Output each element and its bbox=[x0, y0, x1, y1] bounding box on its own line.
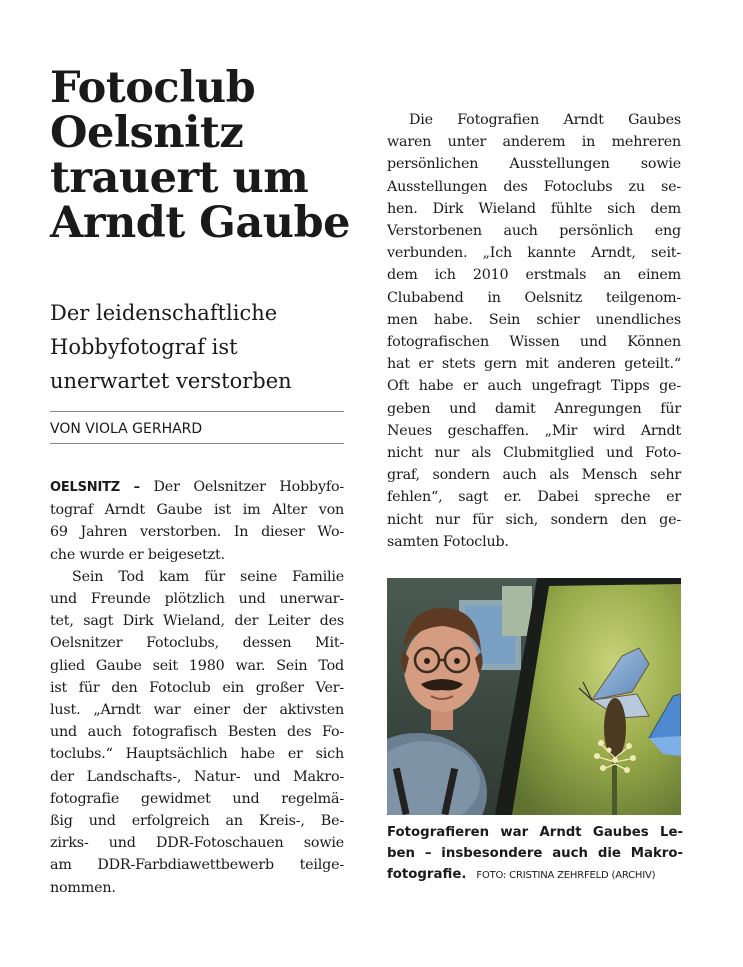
headline-line: Oelsnitz bbox=[50, 108, 244, 158]
text-line: Neues geschaffen. „Mir wird Arndt bbox=[387, 422, 681, 439]
headline bbox=[50, 63, 350, 248]
text-line: fotografischen Wissen und Können bbox=[387, 334, 681, 351]
text-fragment: Der Oelsnitzer Hobbyfo- bbox=[153, 479, 344, 495]
photo-caption bbox=[387, 822, 683, 886]
text-line: Verstorbenen auch persönlich eng bbox=[387, 223, 681, 240]
caption-line: ben – insbesondere auch die Makro- bbox=[387, 846, 683, 861]
text-line: zirks- und DDR-Fotoschauen sowie bbox=[50, 835, 344, 852]
text-line: Clubabend in Oelsnitz teilgenom- bbox=[387, 289, 681, 306]
headline-line: Fotoclub bbox=[50, 63, 256, 113]
caption-line: Fotografieren war Arndt Gaubes Le- bbox=[387, 825, 683, 840]
text-line: und auch fotografisch Besten des Fo- bbox=[50, 724, 344, 741]
text-line: che wurde er beigesetzt. bbox=[50, 546, 225, 563]
article-photo bbox=[387, 578, 681, 815]
text-line: nicht nur als Clubmitglied und Foto- bbox=[387, 445, 681, 462]
byline: VON VIOLA GERHARD bbox=[50, 421, 203, 437]
text-line: Oelsnitzer Fotoclubs, dessen Mit- bbox=[50, 635, 344, 652]
text-line: glied Gaube seit 1980 war. Sein Tod bbox=[50, 657, 344, 674]
photo-illustration bbox=[387, 578, 681, 815]
text-line: waren unter anderem in mehreren bbox=[387, 134, 681, 151]
byline-bottom-rule bbox=[50, 443, 344, 444]
subheadline-line: Der leidenschaftliche bbox=[50, 301, 278, 325]
text-line: nommen. bbox=[50, 879, 116, 896]
caption-text: fotografie. bbox=[387, 867, 467, 882]
text-line: Oft habe er auch ungefragt Tipps ge- bbox=[387, 378, 681, 395]
text-line: fehlen“, sagt er. Dabei spreche er bbox=[387, 489, 681, 506]
text-line: fotografie gewidmet und regelmä- bbox=[50, 790, 344, 807]
text-line: verbunden. „Ich kannte Arndt, seit- bbox=[387, 245, 681, 262]
byline-top-rule bbox=[50, 411, 344, 412]
text-line: toclubs.“ Hauptsächlich habe er sich bbox=[50, 746, 344, 763]
subheadline bbox=[50, 296, 350, 398]
text-line: ist für den Fotoclub ein großer Ver- bbox=[50, 679, 344, 696]
text-line: 69 Jahren verstorben. In dieser Wo- bbox=[50, 524, 344, 541]
text-line: hat er stets gern mit anderen geteilt.“ bbox=[387, 356, 681, 373]
text-line: Sein Tod kam für seine Familie bbox=[72, 568, 344, 585]
text-line: lust. „Arndt war einer der aktivsten bbox=[50, 702, 344, 719]
article-column-right bbox=[387, 109, 681, 553]
text-line: und Freunde plötzlich und unerwar- bbox=[50, 591, 344, 608]
text-line: men habe. Sein schier unendliches bbox=[387, 311, 681, 328]
photo-credit: FOTO: CRISTINA ZEHRFELD (ARCHIV) bbox=[476, 870, 656, 881]
text-line: hen. Dirk Wieland fühlte sich dem bbox=[387, 200, 681, 217]
text-line: tet, sagt Dirk Wieland, der Leiter des bbox=[50, 613, 344, 630]
text-line: dem ich 2010 erstmals an einem bbox=[387, 267, 681, 284]
text-line: geben und damit Anregungen für bbox=[387, 400, 681, 417]
text-line: samten Fotoclub. bbox=[387, 533, 509, 550]
caption-line bbox=[387, 864, 683, 886]
text-line: Ausstellungen des Fotoclubs zu se- bbox=[387, 178, 681, 195]
text-line: der Landschafts-, Natur- und Makro- bbox=[50, 768, 344, 785]
text-line: tograf Arndt Gaube ist im Alter von bbox=[50, 502, 344, 519]
text-line: persönlichen Ausstellungen sowie bbox=[387, 156, 681, 173]
text-line: graf, sondern auch als Mensch sehr bbox=[387, 467, 681, 484]
headline-line: Arndt Gaube bbox=[50, 198, 350, 248]
headline-line: trauert um bbox=[50, 153, 309, 203]
text-line: ßig und erfolgreich an Kreis-, Be- bbox=[50, 813, 344, 830]
dateline: OELSNITZ – bbox=[50, 480, 140, 495]
subheadline-line: unerwartet verstorben bbox=[50, 369, 292, 393]
text-line: nicht nur für sich, sondern den ge- bbox=[387, 511, 681, 528]
text-line: Die Fotografien Arndt Gaubes bbox=[409, 112, 681, 128]
subheadline-line: Hobbyfotograf ist bbox=[50, 335, 238, 359]
article-column-left bbox=[50, 476, 344, 899]
text-line bbox=[50, 476, 344, 499]
text-line: am DDR-Farbdiawettbewerb teilge- bbox=[50, 857, 344, 874]
